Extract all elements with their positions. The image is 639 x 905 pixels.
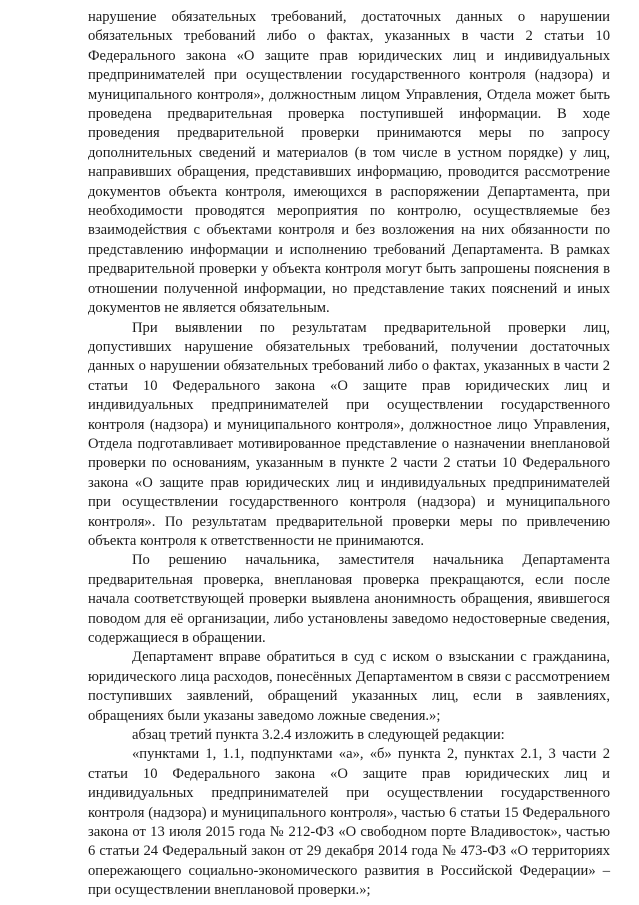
paragraph-amendment-instruction: абзац третий пункта 3.2.4 изложить в следующей редакции: xyxy=(132,727,505,744)
paragraph-violation-detection: При выявлении по результатам предварительной проверки лиц, допустивших нарушение обязательных требований, получении достаточных данных о нарушении обязательных требований либо о фактах, указанных в части 2 статьи 10 Федерального закона «О защите прав юридических лиц и индивидуальных предпринимателей при осуществлении государственного контроля (надзора) и муниципального контроля», должностное лицо Управления, Отдела подготавливает мотивированное представление о назначении внеплановой проверки по основаниям, указанным в пункте 2 части 2 статьи 10 Федерального закона «О защите прав юридических лиц и индивидуальных предпринимателей при осуществлении государственного контроля (надзора) и муниципального контроля». По результатам предварительной проверки меры по привлечению объекта контроля к ответственности не принимаются. xyxy=(88,319,610,549)
paragraph-continued: нарушение обязательных требований, достаточных данных о нарушении обязательных требований либо о фактах, указанных в части 2 статьи 10 Федерального закона «О защите прав юридических лиц и индивидуальных предпринимателей при осуществлении государственного контроля (надзора) и муниципального контроля», должностным лицом Управления, Отдела может быть проведена предварительная проверка поступившей информации. В ходе проведения предварительной проверки принимаются меры по запросу дополнительных сведений и материалов (в том числе в устном порядке) у лиц, направивших обращения, представивших информацию, проводится рассмотрение документов объекта контроля, имеющихся в распоряжении Департамента, при необходимости проводятся мероприятия по контролю, осуществляемые без взаимодействия с объектами контроля и без возложения на них обязанности по представлению информации и исполнению требований Департамента. В рамках предварительной проверки у объекта контроля могут быть запрошены пояснения в отношении полученной информации, но представление таких пояснений и иных документов не является обязательным. xyxy=(88,9,610,317)
paragraph-amendment-text: «пунктами 1, 1.1, подпунктами «а», «б» пункта 2, пунктах 2.1, 3 части 2 статьи 10 Федерального закона «О защите прав юридических лиц и индивидуальных предпринимателей при осуществлении государственного контроля (надзора) и муниципального контроля», частью 6 статьи 15 Федерального закона от 13 июля 2015 года № 212-ФЗ «О свободном порте Владивосток», частью 6 статьи 24 Федеральный закон от 29 декабря 2014 года № 473-ФЗ «О территориях опережающего социально-экономического развития в Российской Федерации» – при осуществлении внеплановой проверки.»; xyxy=(88,746,610,899)
paragraph-check-termination: По решению начальника, заместителя начальника Департамента предварительная проверка, внеплановая проверка прекращаются, если после начала соответствующей проверки выявлена анонимность обращения, явившегося поводом для её организации, либо установлены заведомо недостоверные сведения, содержащиеся в обращении. xyxy=(88,552,610,646)
paragraph-court-claim: Департамент вправе обратиться в суд с иском о взыскании с гражданина, юридического лица расходов, понесённых Департаментом в связи с рассмотрением поступивших заявлений, обращений указанных лиц, если в заявлениях, обращениях были указаны заведомо ложные сведения.»; xyxy=(88,649,610,724)
document-body xyxy=(88,8,610,901)
